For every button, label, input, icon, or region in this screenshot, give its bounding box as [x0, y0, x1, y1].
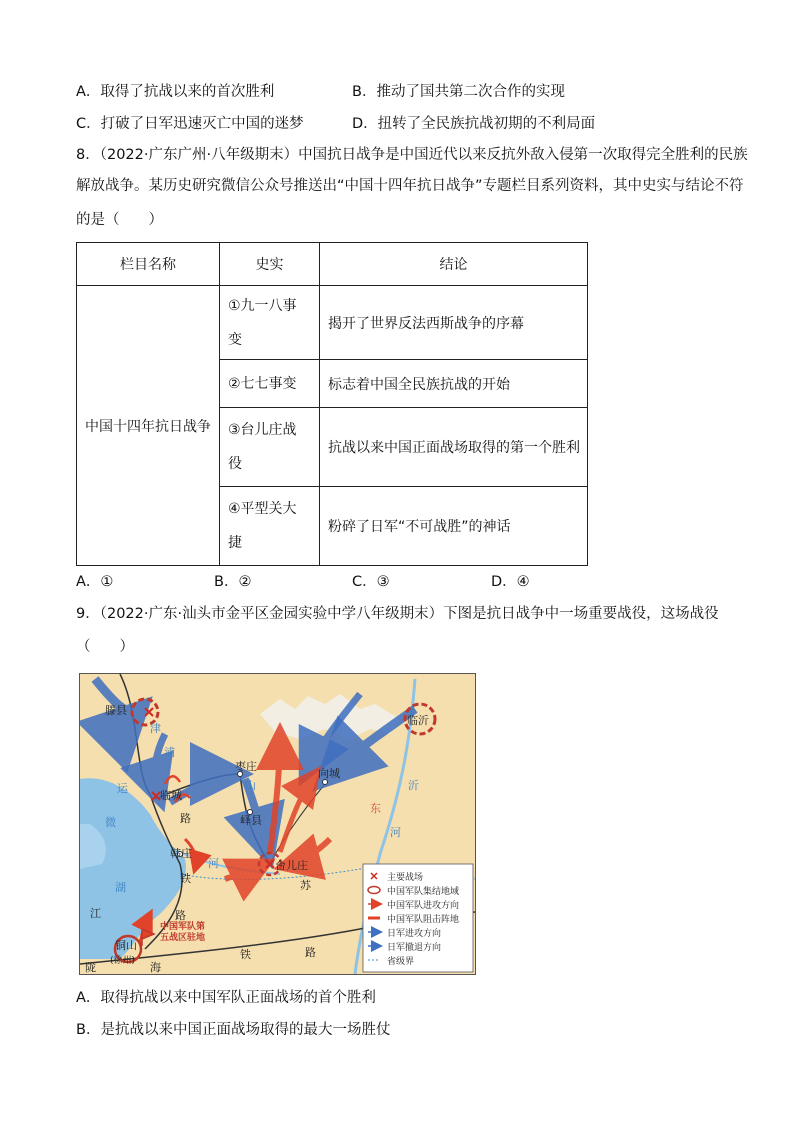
label-lu: 路	[305, 946, 316, 959]
table-fact-2: ②七七事变	[220, 360, 320, 408]
legend-item: 主要战场	[387, 873, 424, 883]
legend-item: 省级界	[387, 957, 415, 967]
q7-option-b: B．推动了国共第二次合作的实现	[352, 84, 565, 100]
label-tongshan: 铜山	[115, 939, 137, 952]
label-hu: 湖	[115, 881, 126, 894]
label-xiangcheng: 向城	[318, 767, 340, 780]
legend-item: 中国军队集结地域	[387, 887, 460, 897]
map-legend	[363, 864, 473, 972]
table-conclusion-4: 粉碎了日军“不可战胜”的神话	[320, 487, 588, 566]
table-column-name: 中国十四年抗日战争	[77, 286, 220, 566]
q8-option-d: D．④	[491, 574, 530, 590]
table-header-fact: 史实	[220, 243, 320, 286]
label-yun: 运	[117, 782, 128, 795]
label-yi: 沂	[408, 779, 419, 792]
q9-stem-line1: 9．（2022·广东·汕头市金平区金园实验中学八年级期末）下图是抗日战争中一场重要战役，这场战役	[76, 606, 719, 622]
label-lincheng: 临城	[160, 789, 182, 802]
table-conclusion-2: 标志着中国全民族抗战的开始	[320, 360, 588, 408]
label-zaozhuang: 枣庄	[235, 760, 257, 773]
q8-option-b: B．②	[214, 574, 252, 590]
table-header-column-name: 栏目名称	[77, 243, 220, 286]
label-linyi: 临沂	[407, 714, 429, 727]
label-long: 陇	[85, 961, 96, 974]
q7-option-d: D．扭转了全民族抗战初期的不利局面	[352, 116, 596, 132]
label-shanhe: 河	[390, 826, 401, 839]
label-tie: 铁	[240, 948, 251, 961]
label-jin: 津	[150, 722, 161, 735]
q8-stem-line3: 的是（ ）	[76, 212, 163, 228]
table-fact-4: ④平型关大 捷	[220, 487, 320, 566]
label-pu: 浦	[164, 746, 175, 759]
table-fact-3: ③台儿庄战 役	[220, 408, 320, 487]
label-taierzhuang: 台儿庄	[275, 859, 308, 872]
table-header-conclusion: 结论	[320, 243, 588, 286]
label-tengxian: 滕县	[105, 704, 127, 717]
label-shan: 山	[245, 779, 256, 792]
label-su: 苏	[300, 879, 311, 892]
label-yixian: 峄县	[240, 814, 262, 827]
q7-option-a: A．取得了抗战以来的首次胜利	[76, 84, 275, 100]
q8-option-a: A．①	[76, 574, 114, 590]
legend-item: 中国军队进攻方向	[387, 901, 460, 911]
q8-option-c: C．③	[352, 574, 390, 590]
table-conclusion-3: 抗战以来中国正面战场取得的第一个胜利	[320, 408, 588, 487]
legend-item: 日军撤退方向	[387, 943, 442, 953]
label-wei: 微	[105, 816, 116, 829]
label-hanzhuang: 韩庄	[170, 847, 192, 860]
label-lu: 路	[180, 812, 191, 825]
taierzhuang-battle-map	[79, 673, 476, 975]
q7-option-c: C．打破了日军迅速灭亡中国的迷梦	[76, 116, 304, 132]
label-hq-line2: 五战区驻地	[160, 933, 206, 943]
label-tie: 铁	[180, 872, 191, 885]
label-lu: 路	[175, 909, 186, 922]
label-hai: 海	[150, 961, 161, 974]
q9-stem-line2: （ ）	[76, 639, 134, 655]
table-fact-1: ①九一八事 变	[220, 286, 320, 360]
legend-item: 中国军队阻击阵地	[387, 915, 460, 925]
label-xuzhou: (徐州)	[110, 956, 136, 966]
table-conclusion-1: 揭开了世界反法西斯战争的序幕	[320, 286, 588, 360]
label-he: 河	[208, 857, 219, 870]
label-dong: 东	[370, 802, 381, 815]
label-jiang: 江	[90, 907, 101, 920]
q9-option-b: B．是抗战以来中国正面战场取得的最大一场胜仗	[76, 1022, 391, 1038]
q8-table	[76, 242, 588, 566]
label-hq-line1: 中国军队第	[160, 922, 206, 932]
q8-stem-line1: 8．（2022·广东广州·八年级期末）中国抗日战争是中国近代以来反抗外敌入侵第一次取得完全胜利的民族	[76, 147, 748, 163]
legend-item: 日军进攻方向	[387, 929, 442, 939]
q8-stem-line2: 解放战争。某历史研究微信公众号推送出“中国十四年抗日战争”专题栏目系列资料，其中史实与结论不符	[76, 178, 744, 194]
q9-option-a: A．取得抗战以来中国军队正面战场的首个胜利	[76, 990, 376, 1006]
